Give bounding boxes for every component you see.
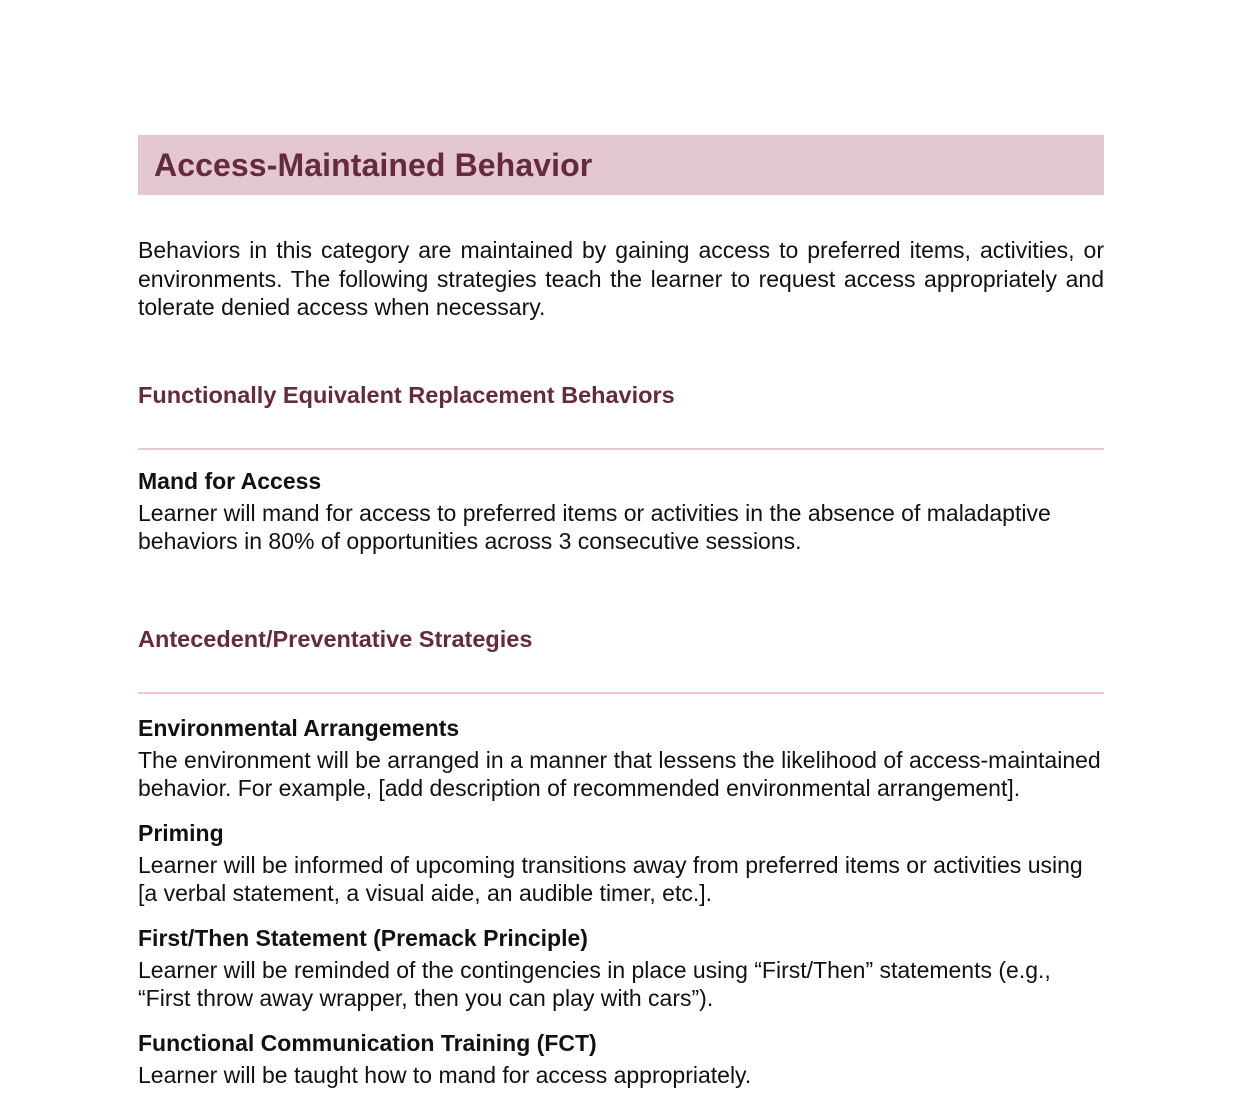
list-item [138,1029,1104,1090]
section-heading-antecedent-strategies: Antecedent/Preventative Strategies [138,625,533,652]
item-title-environmental-arrangements: Environmental Arrangements [138,714,460,741]
item-title-first-then-statement: First/Then Statement (Premack Principle) [138,924,588,951]
section-heading-replacement-behaviors: Functionally Equivalent Replacement Behaviors [138,381,675,408]
document-page [138,135,1104,1089]
list-item [138,924,1104,1013]
antecedent-strategies-list [138,714,1104,1090]
item-title-priming: Priming [138,819,224,846]
list-item [138,467,1104,556]
section-divider [138,692,1104,694]
item-description: Learner will be taught how to mand for access appropriately. [138,1061,752,1088]
item-description: Learner will be reminded of the contingencies in place using “First/Then” statements (e.g., “First throw away wrapper, then you can play with cars”). [138,956,1051,1011]
item-title-fct: Functional Communication Training (FCT) [138,1029,597,1056]
section-divider [138,448,1104,450]
intro-paragraph: Behaviors in this category are maintained by gaining access to preferred items, activities, or environments. The following strategies teach the learner to request access appropriately and tolerate denied access when necessary. [138,237,1104,320]
item-description: Learner will be informed of upcoming transitions away from preferred items or activities using [a verbal statement, a visual aide, an audible timer, etc.]. [138,851,1083,906]
list-item [138,819,1104,908]
item-description: Learner will mand for access to preferred items or activities in the absence of maladaptive behaviors in 80% of opportunities across 3 consecutive sessions. [138,499,1051,554]
item-description: The environment will be arranged in a manner that lessens the likelihood of access-maintained behavior. For example, [add description of recommended environmental arrangement]. [138,746,1101,801]
page-title: Access-Maintained Behavior [154,146,593,183]
list-item [138,714,1104,803]
item-title-mand-for-access: Mand for Access [138,467,322,494]
title-banner [138,135,1104,195]
replacement-behaviors-list [138,467,1104,556]
